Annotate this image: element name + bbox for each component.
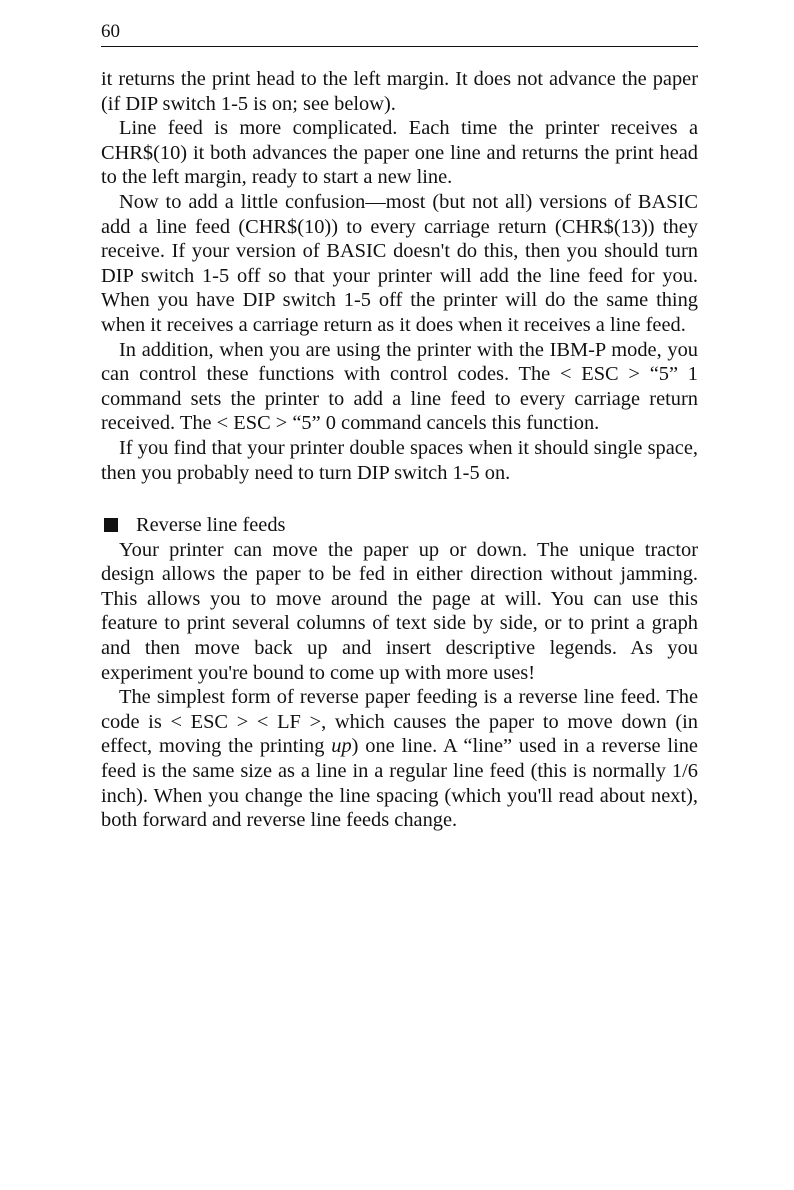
paragraph-continuation: it returns the print head to the left margin. It does not advance the paper (if DIP switch 1-5 is on; see below). — [101, 68, 698, 115]
paragraph-reverse-intro: Your printer can move the paper up or down. The unique tractor design allows the paper to be fed in either direction without jamming. This allows you to move around the page at will. You can use this feature to print several columns of text side by side, or to print a graph and then move back up and insert descriptive legends. As you experiment you're bound to come up with more uses! — [101, 538, 698, 684]
paragraph-text-part: The simplest form of reverse paper feeding is a reverse line feed. The code is < ESC > < LF >, which causes the paper to move down (in effect, moving the printing — [101, 686, 698, 758]
section-body — [101, 538, 698, 833]
paragraph-ibm-mode: In addition, when you are using the printer with the IBM-P mode, you can control these functions with control codes. The < ESC > “5” 1 command sets the printer to add a line feed to every carriage return received. The < ESC > “5” 0 command cancels this function. — [101, 338, 698, 435]
body-text — [101, 67, 698, 485]
emphasis-up: up — [331, 735, 352, 758]
paragraph-reverse-line-feed — [101, 685, 698, 833]
paragraph-text-part: ) one line. A “line” used in a reverse line feed is the same size as a line in a regular line feed (this is normally 1/6 inch). When you change the line spacing (which you'll read about next), both forward and reverse line feeds change. — [101, 735, 698, 832]
square-bullet-icon — [104, 518, 118, 532]
paragraph-double-space: If you find that your printer double spaces when it should single space, then you probably need to turn DIP switch 1-5 on. — [101, 436, 698, 484]
paragraph-basic-line-feed: Now to add a little confusion—most (but not all) versions of BASIC add a line feed (CHR$(10)) to every carriage return (CHR$(13)) they receive. If your version of BASIC doesn't do this, then you should turn DIP switch 1-5 off so that your printer will add the line feed for you. When you have DIP switch 1-5 off the printer will do the same thing when it receives a carriage return as it does when it receives a line feed. — [101, 190, 698, 336]
section-heading-text: Reverse line feeds — [136, 514, 286, 537]
page-number: 60 — [101, 21, 120, 42]
paragraph-line-feed: Line feed is more complicated. Each time the printer receives a CHR$(10) it both advances the paper one line and returns the print head to the left margin, ready to start a new line. — [101, 117, 698, 189]
page-header — [101, 0, 698, 47]
document-page — [101, 0, 698, 833]
section-heading-reverse-line-feeds — [101, 513, 698, 538]
